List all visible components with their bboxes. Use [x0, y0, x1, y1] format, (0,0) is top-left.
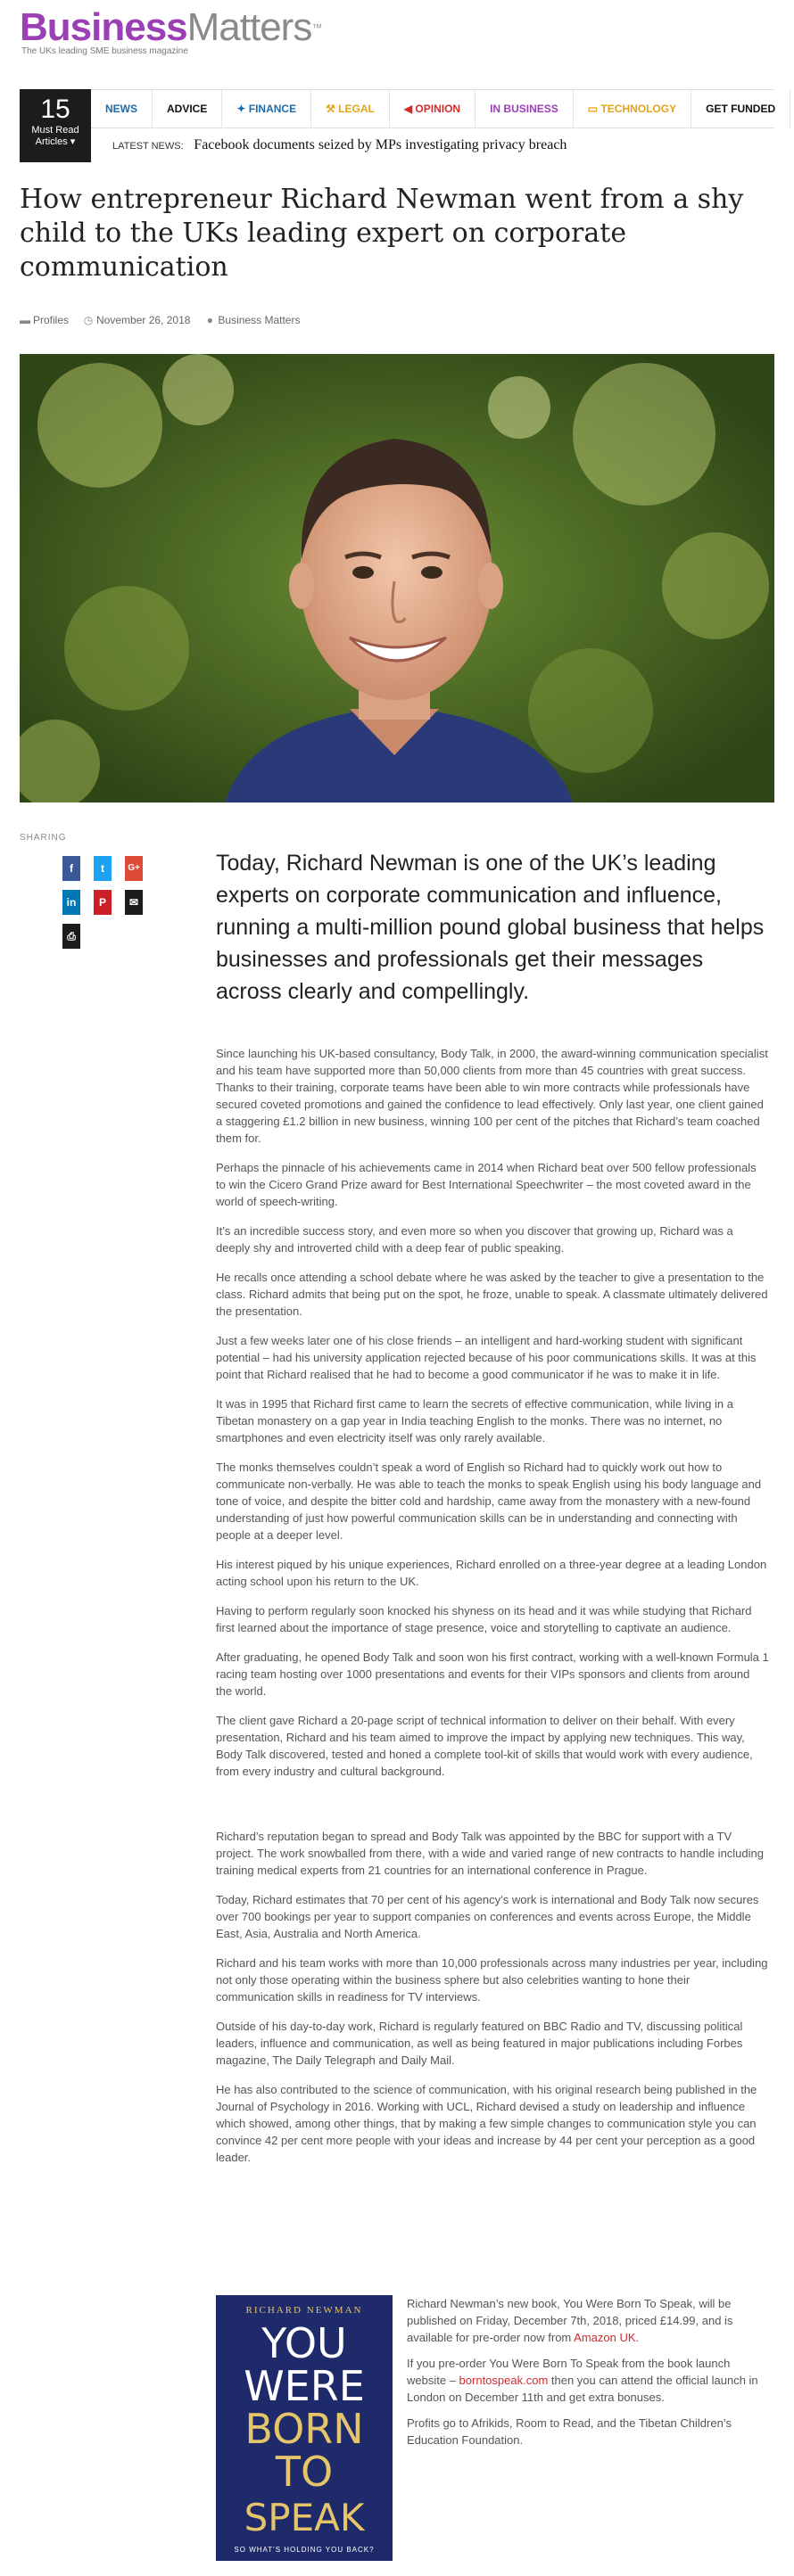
- nav-item-opinion[interactable]: [390, 90, 476, 128]
- book-title-word: BORN: [244, 2405, 364, 2453]
- ad-spacer: [216, 1792, 769, 1828]
- book-text-fragment: If you pre-order You Were Born To Speak from the book launch website –: [407, 2357, 731, 2387]
- gavel-icon: ⚒: [326, 103, 339, 115]
- article-paragraph: He recalls once attending a school debate where he was asked by the teacher to give a presentation to the class. Richard admits that being put on the spot, he froze, unable to speak. A classmate ultimately delivered the presentation.: [216, 1271, 768, 1318]
- article-meta: [20, 314, 300, 326]
- article-paragraph: It was in 1995 that Richard first came to learn the secrets of effective communication, while living in a Tibetan monastery on a gap year in India teaching English to the monks. There was no internet, no smartphones and even electricity itself was only rarely available.: [216, 1397, 733, 1444]
- article-paragraph: Outside of his day-to-day work, Richard is regularly featured on BBC Radio and TV, discussing political leaders, influence and communication, as well as being featured in major publications including Forbes magazine, The Daily Telegraph and Daily Mail.: [216, 2020, 743, 2067]
- article-paragraph: After graduating, he opened Body Talk and soon won his first contract, working with a well-known Formula 1 racing team hosting over 1000 presentations and events for their VIPs sponsors and clients from around the world.: [216, 1650, 769, 1698]
- book-title-word: WERE: [244, 2362, 365, 2410]
- sharing-label: SHARING: [20, 833, 67, 843]
- googleplus-share-icon[interactable]: G+: [125, 856, 143, 881]
- latest-news-ticker: [91, 128, 774, 162]
- article-author[interactable]: [204, 314, 300, 326]
- user-icon: ●: [206, 314, 214, 326]
- book-title-word: TO: [275, 2448, 334, 2496]
- site-header: [0, 0, 794, 89]
- print-share-icon[interactable]: ⎙: [62, 924, 80, 949]
- logo-secondary: Matters: [186, 5, 312, 49]
- nav-item-news[interactable]: NEWS: [91, 90, 153, 128]
- borntospeak-link[interactable]: borntospeak.com: [459, 2374, 549, 2387]
- book-title-word: SPEAK: [244, 2496, 365, 2539]
- book-cover-image: [216, 2295, 393, 2561]
- must-read-count: 15: [40, 95, 70, 124]
- article-paragraph: Richard’s reputation began to spread and Body Talk was appointed by the BBC for support with a TV project. The work snowballed from there, with a wide and varied range of new contracts to handle including training medical experts from 21 countries for an international conference in Prague.: [216, 1830, 764, 1877]
- nav-bar: [91, 89, 774, 128]
- article-paragraph: It’s an incredible success story, and even more so when you discover that growing up, Richard was a deeply shy and introverted child with a deep fear of public speaking.: [216, 1224, 733, 1255]
- trademark-icon: ™: [311, 21, 322, 34]
- article-paragraph: The monks themselves couldn’t speak a word of English so Richard had to quickly work out how to communicate non-verbally. He was able to teach the monks to speak English using his body language and tone of voice, and despite the bitter cold and hardship, came away from the monastery with a new-found understanding of just how powerful communication skills can be in understanding and connecting with people at a deeper level.: [216, 1461, 762, 1542]
- book-paragraph: Profits go to Afrikids, Room to Read, and the Tibetan Children’s Education Foundation.: [407, 2416, 732, 2447]
- article-paragraph: The client gave Richard a 20-page script of technical information to deliver on their behalf. With every presentation, Richard and his team aimed to improve the impact by applying new techniques. This way, Body Talk discovered, tested and honed a complete tool-kit of skills that would work with every audience, from every industry and cultural background.: [216, 1714, 753, 1778]
- article-date: [83, 314, 190, 326]
- amazon-uk-link[interactable]: Amazon UK: [574, 2331, 636, 2344]
- nav-item-legal[interactable]: [311, 90, 390, 128]
- article-paragraph: Richard and his team works with more than 10,000 professionals across many industries per year, including not only those operating within the business sphere but also celebrities wanting to hone their communication skills in readiness for TV interviews.: [216, 1956, 768, 2004]
- portrait-illustration: [20, 354, 774, 802]
- nav-item-get-funded[interactable]: GET FUNDED: [691, 90, 790, 128]
- nav-item-in-business[interactable]: IN BUSINESS: [476, 90, 574, 128]
- article-paragraph: His interest piqued by his unique experiences, Richard enrolled on a three-year degree at a leading London acting school upon his return to the UK.: [216, 1558, 767, 1588]
- book-subtitle: SO WHAT'S HOLDING YOU BACK?: [234, 2546, 375, 2554]
- article-paragraph: Just a few weeks later one of his close friends – an intelligent and hard-working student with significant potential – had his university application rejected because of his poor communications skills. It was at this point that Richard realised that he had to become a good communicator if he was to make it in life.: [216, 1334, 757, 1381]
- article-paragraph: Today, Richard estimates that 70 per cent of his agency’s work is international and Body Talk now secures over 700 bookings per year to support companies on conferences and events across Europe, the Middle East, Asia, Australia and North America.: [216, 1893, 759, 1940]
- site-logo[interactable]: [20, 7, 321, 56]
- must-read-label: Must Read: [31, 125, 79, 136]
- book-promo-text: [407, 2295, 769, 2457]
- finance-icon: ✦: [236, 103, 249, 115]
- article-category[interactable]: [20, 314, 69, 326]
- logo-primary: Business: [20, 5, 187, 49]
- nav-item-technology[interactable]: [574, 90, 691, 128]
- site-tagline: The UKs leading SME business magazine: [21, 46, 188, 56]
- book-text-fragment: .: [635, 2331, 640, 2344]
- hero-portrait-image: [20, 354, 774, 802]
- book-title-word: YOU: [261, 2319, 347, 2367]
- twitter-share-icon[interactable]: t: [94, 856, 112, 881]
- book-text-fragment: Richard Newman’s new book, You Were Born To Speak, will be published on Friday, December 7th, 2018, priced £14.99, and is available for pre-order now from: [407, 2297, 733, 2344]
- nav-item-technology-label: TECHNOLOGY: [600, 103, 677, 115]
- pinterest-share-icon[interactable]: P: [94, 890, 112, 915]
- latest-news-label: LATEST NEWS:: [112, 141, 184, 152]
- article-paragraph: Since launching his UK-based consultancy, Body Talk, in 2000, the award-winning communication specialist and his team have supported more than 50,000 clients from more than 45 countries with great success. Thanks to their training, corporate teams have been able to win more contracts while professionals have secured coveted promotions and gained the confidence to lead effectively. Only last year, one client gained a staggering £1.2 billion in new business, winning 100 per cent of the pitches that Richard’s team coached them for.: [216, 1047, 768, 1145]
- nav-item-finance-label: FINANCE: [248, 103, 297, 115]
- article-paragraph: He has also contributed to the science of communication, with his original research being published in the Journal of Psychology in 2016. Working with UCL, Richard devised a study on leadership and influence which showed, among other things, that by making a few simple changes to communication style you can convince 42 per cent more people with your ideas and increase by 44 per cent your perception as a good leader.: [216, 2083, 757, 2164]
- monitor-icon: ▭: [587, 103, 601, 115]
- book-text-fragment: then you can attend the official launch in London on December 11th and get extra bonuses.: [407, 2374, 758, 2404]
- linkedin-share-icon[interactable]: in: [62, 890, 80, 915]
- must-read-label2: Articles: [35, 136, 68, 147]
- nav-item-finance[interactable]: [222, 90, 311, 128]
- article-paragraph: Perhaps the pinnacle of his achievements came in 2014 when Richard beat over 500 fellow professionals to win the Cicero Grand Prize award for Best International Speechwriter – the most coveted award in the world of speech-writing.: [216, 1161, 757, 1208]
- book-cover-illustration: [216, 2295, 393, 2561]
- article-title: How entrepreneur Richard Newman went from a shy child to the UKs leading expert on corporate communication: [20, 184, 744, 283]
- book-paragraph: [407, 2355, 769, 2406]
- email-share-icon[interactable]: ✉: [125, 890, 143, 915]
- article-body: [216, 1045, 769, 2178]
- nav-item-advice[interactable]: ADVICE: [153, 90, 222, 128]
- article-category-label: Profiles: [33, 314, 70, 326]
- megaphone-icon: ◀: [403, 103, 416, 115]
- main-navigation: [20, 89, 774, 162]
- article-paragraph: Having to perform regularly soon knocked his shyness on its head and it was while studying that Richard first learned about the importance of stage presence, voice and storytelling to captivate an audience.: [216, 1604, 752, 1634]
- article-date-label: November 26, 2018: [96, 314, 191, 326]
- book-paragraph: [407, 2295, 769, 2346]
- article-lead: Today, Richard Newman is one of the UK’s leading experts on corporate communication and influence, running a multi-million pound global business that helps businesses and professionals get their messages across clearly and compellingly.: [216, 851, 765, 1004]
- nav-item-opinion-label: OPINION: [415, 103, 461, 115]
- must-read-button[interactable]: [20, 89, 91, 162]
- facebook-share-icon[interactable]: f: [62, 856, 80, 881]
- latest-news-headline[interactable]: Facebook documents seized by MPs investigating privacy breach: [194, 137, 567, 152]
- nav-item-legal-label: LEGAL: [338, 103, 375, 115]
- caret-down-icon: ▾: [70, 136, 76, 147]
- clock-icon: ◷: [83, 314, 94, 326]
- article-author-label: Business Matters: [218, 314, 301, 326]
- folder-icon: ▬: [20, 314, 30, 326]
- book-author-line: RICHARD NEWMAN: [245, 2305, 363, 2316]
